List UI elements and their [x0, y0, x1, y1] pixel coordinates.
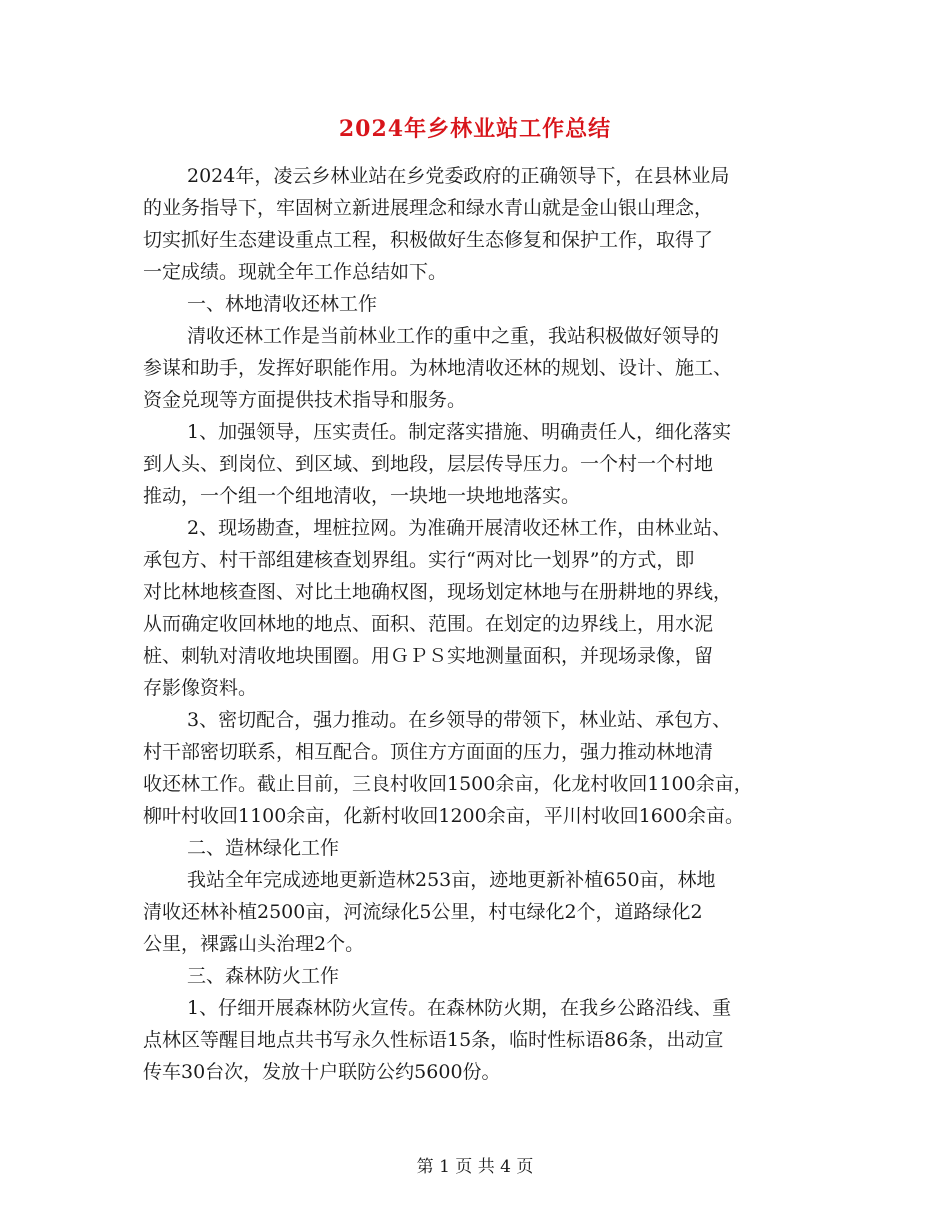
section-heading: 三、森林防火工作 [187, 965, 340, 987]
document-title: 2024年乡林业站工作总结 [338, 116, 612, 142]
paragraph-line: 公里，裸露山头治理2个。 [143, 933, 365, 955]
document-body [143, 160, 823, 1088]
paragraph-line: 3、密切配合，强力推动。在乡领导的带领下，林业站、承包方、 [187, 709, 732, 731]
paragraph-line: 清收还林补植2500亩，河流绿化5公里，村屯绿化2个，道路绿化2 [143, 901, 703, 923]
paragraph-line: 传车30台次，发放十户联防公约5600份。 [143, 1061, 501, 1083]
paragraph-line: 我站全年完成迹地更新造林253亩，迹地更新补植650亩，林地 [187, 869, 716, 891]
paragraph-line: 桩、刺轨对清收地块围圈。用ＧＰＳ实地测量面积，并现场录像，留 [143, 645, 714, 667]
paragraph-line: 参谋和助手，发挥好职能作用。为林地清收还林的规划、设计、施工、 [143, 357, 733, 379]
paragraph-line: 资金兑现等方面提供技术指导和服务。 [143, 389, 467, 411]
paragraph-line: 存影像资料。 [143, 677, 258, 699]
paragraph-line: 对比林地核查图、对比土地确权图，现场划定林地与在册耕地的界线， [143, 581, 733, 603]
paragraph-line: 承包方、村干部组建核查划界组。实行“两对比一划界”的方式，即 [143, 549, 695, 571]
paragraph-line: 的业务指导下，牢固树立新进展理念和绿水青山就是金山银山理念， [143, 197, 714, 219]
paragraph-line: 1、仔细开展森林防火宣传。在森林防火期，在我乡公路沿线、重 [187, 997, 732, 1019]
paragraph-line: 收还林工作。截止目前，三良村收回1500余亩，化龙村收回1100余亩， [143, 773, 753, 795]
paragraph-line: 柳叶村收回1100余亩，化新村收回1200余亩，平川村收回1600余亩。 [143, 805, 745, 827]
section-heading: 二、造林绿化工作 [187, 837, 340, 859]
paragraph-line: 从而确定收回林地的地点、面积、范围。在划定的边界线上，用水泥 [143, 613, 714, 635]
paragraph-line: 2、现场勘查，埋桩拉网。为准确开展清收还林工作，由林业站、 [187, 517, 732, 539]
paragraph-line: 清收还林工作是当前林业工作的重中之重，我站积极做好领导的 [187, 325, 720, 347]
paragraph-line: 推动，一个组一个组地清收，一块地一块地地落实。 [143, 485, 581, 507]
paragraph-line: 点林区等醒目地点共书写永久性标语15条，临时性标语86条，出动宣 [143, 1029, 724, 1051]
paragraph-line: 一定成绩。现就全年工作总结如下。 [143, 261, 448, 283]
page-number-footer: 第 1 页 共 4 页 [416, 1157, 534, 1177]
paragraph-line: 切实抓好生态建设重点工程，积极做好生态修复和保护工作，取得了 [143, 229, 714, 251]
paragraph-line: 村干部密切联系，相互配合。顶住方方面面的压力，强力推动林地清 [143, 741, 714, 763]
section-heading: 一、林地清收还林工作 [187, 293, 378, 315]
paragraph-line: 2024年，凌云乡林业站在乡党委政府的正确领导下，在县林业局 [187, 165, 730, 187]
paragraph-line: 1、加强领导，压实责任。制定落实措施、明确责任人，细化落实 [187, 421, 732, 443]
paragraph-line: 到人头、到岗位、到区域、到地段，层层传导压力。一个村一个村地 [143, 453, 714, 475]
